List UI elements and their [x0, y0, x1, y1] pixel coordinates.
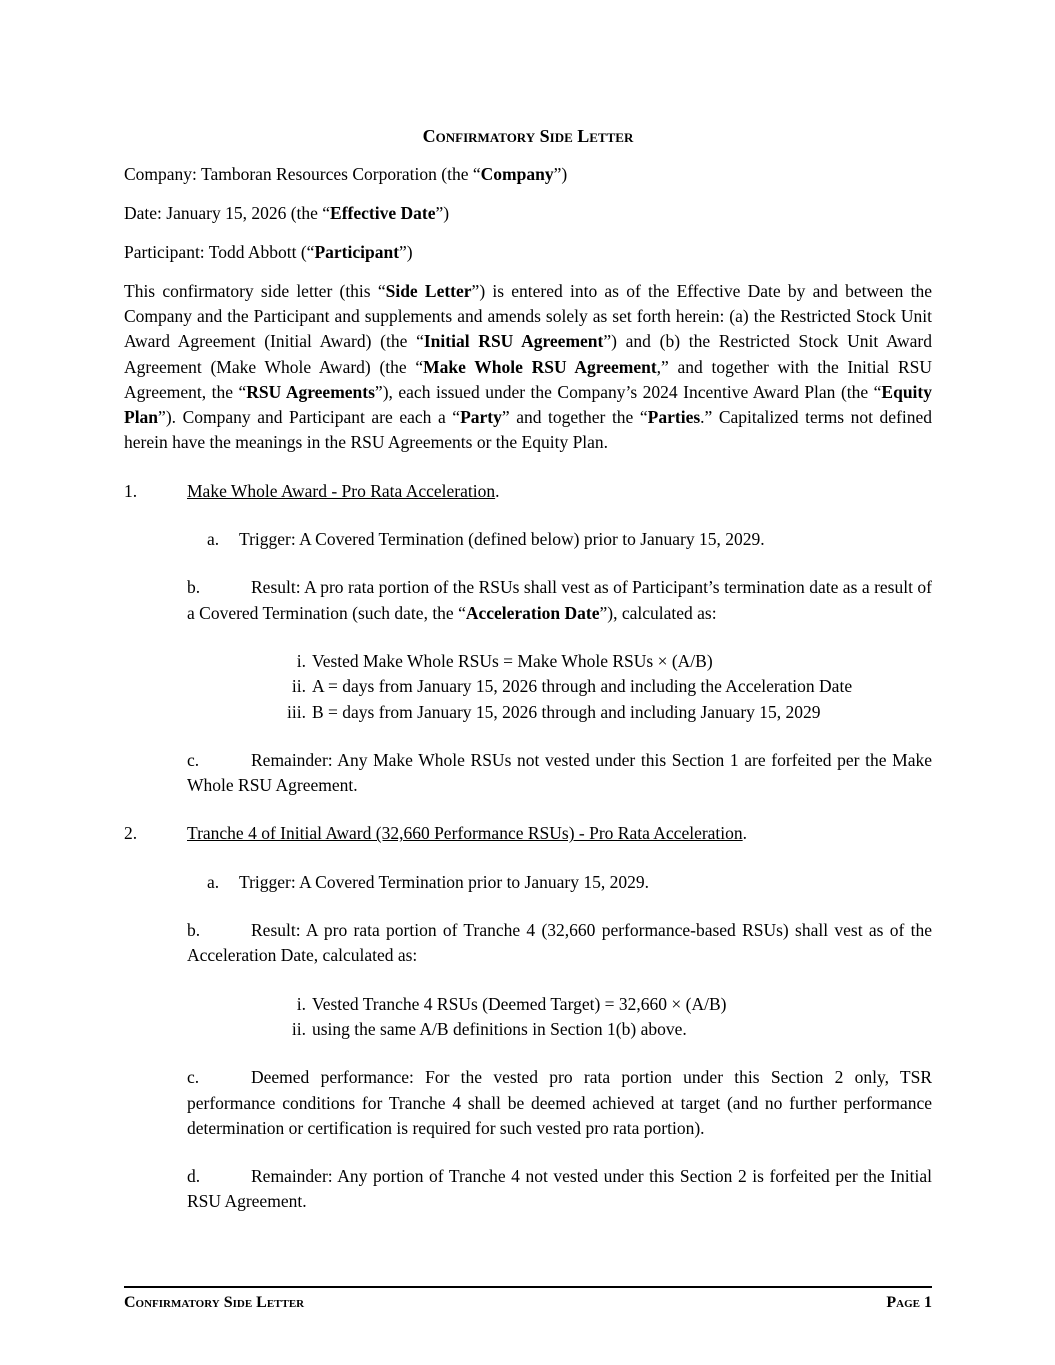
formula-2-ii	[124, 1017, 932, 1042]
intro-paragraph: This confirmatory side letter (this “Side Letter”) is entered into as of the Effective Date by and between the Company and the Participant and supplements and amends solely as set forth herein: (a) the Restricted Stock Unit Award Agreement (Initial Award) (the “Initial RSU Agreement”) and (b) the Restricted Stock Unit Award Agreement (Make Whole Award) (the “Make Whole RSU Agreement,” and together with the Initial RSU Agreement, the “RSU Agreements”), each issued under the Company’s 2024 Incentive Award Plan (the “Equity Plan”). Company and Participant are each a “Party” and together the “Parties.” Capitalized terms not defined herein have the meanings in the RSU Agreements or the Equity Plan.	[124, 280, 933, 453]
page-footer	[124, 1286, 932, 1315]
footer-page-number: Page 1	[886, 1294, 932, 1311]
formula-text: A = days from January 15, 2026 through and including the Acceleration Date	[312, 676, 853, 697]
formula-1-ii	[124, 674, 932, 699]
company-line: Company: Tamboran Resources Corporation (the “Company”)	[124, 164, 568, 185]
section-2	[124, 821, 932, 1214]
clause-label: d.	[187, 1166, 201, 1187]
formula-label: i.	[296, 650, 306, 671]
formula-list-2	[124, 992, 932, 1043]
formula-text: B = days from January 15, 2026 through and including January 15, 2029	[312, 701, 821, 722]
clause-2c	[124, 1065, 932, 1141]
formula-text: using the same A/B definitions in Section 1(b) above.	[312, 1018, 687, 1039]
clause-2b	[124, 918, 932, 969]
formula-2-i	[124, 992, 932, 1017]
clause-label: a.	[207, 529, 220, 550]
clause-text: Deemed performance: For the vested pro rata portion under this Section 2 only, TSR performance conditions for Tranche 4 shall be deemed achieved at target (and no further performance determination or certification is required for such vested pro rata portion).	[187, 1067, 932, 1138]
clause-text: Result: A pro rata portion of the RSUs shall vest as of Participant’s termination date as a result of a Covered Termination (such date, the “Acceleration Date”), calculated as:	[187, 577, 932, 623]
section-title: Tranche 4 of Initial Award (32,660 Performance RSUs) - Pro Rata Acceleration	[187, 823, 743, 844]
formula-label: ii.	[291, 1018, 306, 1039]
document-content	[124, 124, 932, 1215]
document-title: Confirmatory Side Letter	[422, 126, 634, 146]
formula-label: iii.	[287, 701, 306, 722]
section-title-suffix: .	[495, 480, 500, 501]
formula-label: ii.	[291, 676, 306, 697]
section-1	[124, 479, 932, 799]
clause-1a	[124, 527, 932, 552]
formula-label: i.	[296, 993, 306, 1014]
clause-2a	[124, 870, 932, 895]
clause-label: b.	[187, 920, 201, 941]
participant-line: Participant: Todd Abbott (“Participant”)	[124, 241, 413, 262]
section-1-heading	[124, 479, 932, 504]
clause-label: a.	[207, 871, 220, 892]
clause-text: Remainder: Any Make Whole RSUs not vested under this Section 1 are forfeited per the Make Whole RSU Agreement.	[187, 749, 932, 796]
formula-list-1	[124, 649, 932, 725]
footer-title: Confirmatory Side Letter	[124, 1294, 305, 1311]
section-title: Make Whole Award - Pro Rata Acceleration	[187, 480, 496, 501]
clause-label: b.	[187, 577, 201, 598]
clause-1c	[124, 748, 932, 799]
clause-text: Remainder: Any portion of Tranche 4 not vested under this Section 2 is forfeited per the Initial RSU Agreement.	[187, 1166, 932, 1212]
formula-1-i	[124, 649, 932, 674]
clause-label: c.	[187, 1067, 200, 1088]
clause-text: Trigger: A Covered Termination (defined below) prior to January 15, 2029.	[239, 529, 765, 550]
clause-text: Trigger: A Covered Termination prior to January 15, 2029.	[239, 871, 649, 892]
section-2-heading	[124, 821, 932, 846]
section-number: 2.	[124, 823, 138, 844]
clause-text: Result: A pro rata portion of Tranche 4 (32,660 performance-based RSUs) shall vest as of the Acceleration Date, calculated as:	[187, 920, 932, 966]
formula-1-iii	[124, 700, 932, 725]
section-number: 1.	[124, 480, 138, 501]
section-title-suffix: .	[742, 823, 748, 844]
date-line: Date: January 15, 2026 (the “Effective Date”)	[124, 203, 450, 224]
formula-text: Vested Tranche 4 RSUs (Deemed Target) = 32,660 × (A/B)	[312, 993, 727, 1014]
formula-text: Vested Make Whole RSUs = Make Whole RSUs × (A/B)	[312, 650, 713, 671]
clause-1b	[124, 575, 932, 626]
clause-2d	[124, 1164, 932, 1215]
clause-label: c.	[187, 749, 200, 770]
